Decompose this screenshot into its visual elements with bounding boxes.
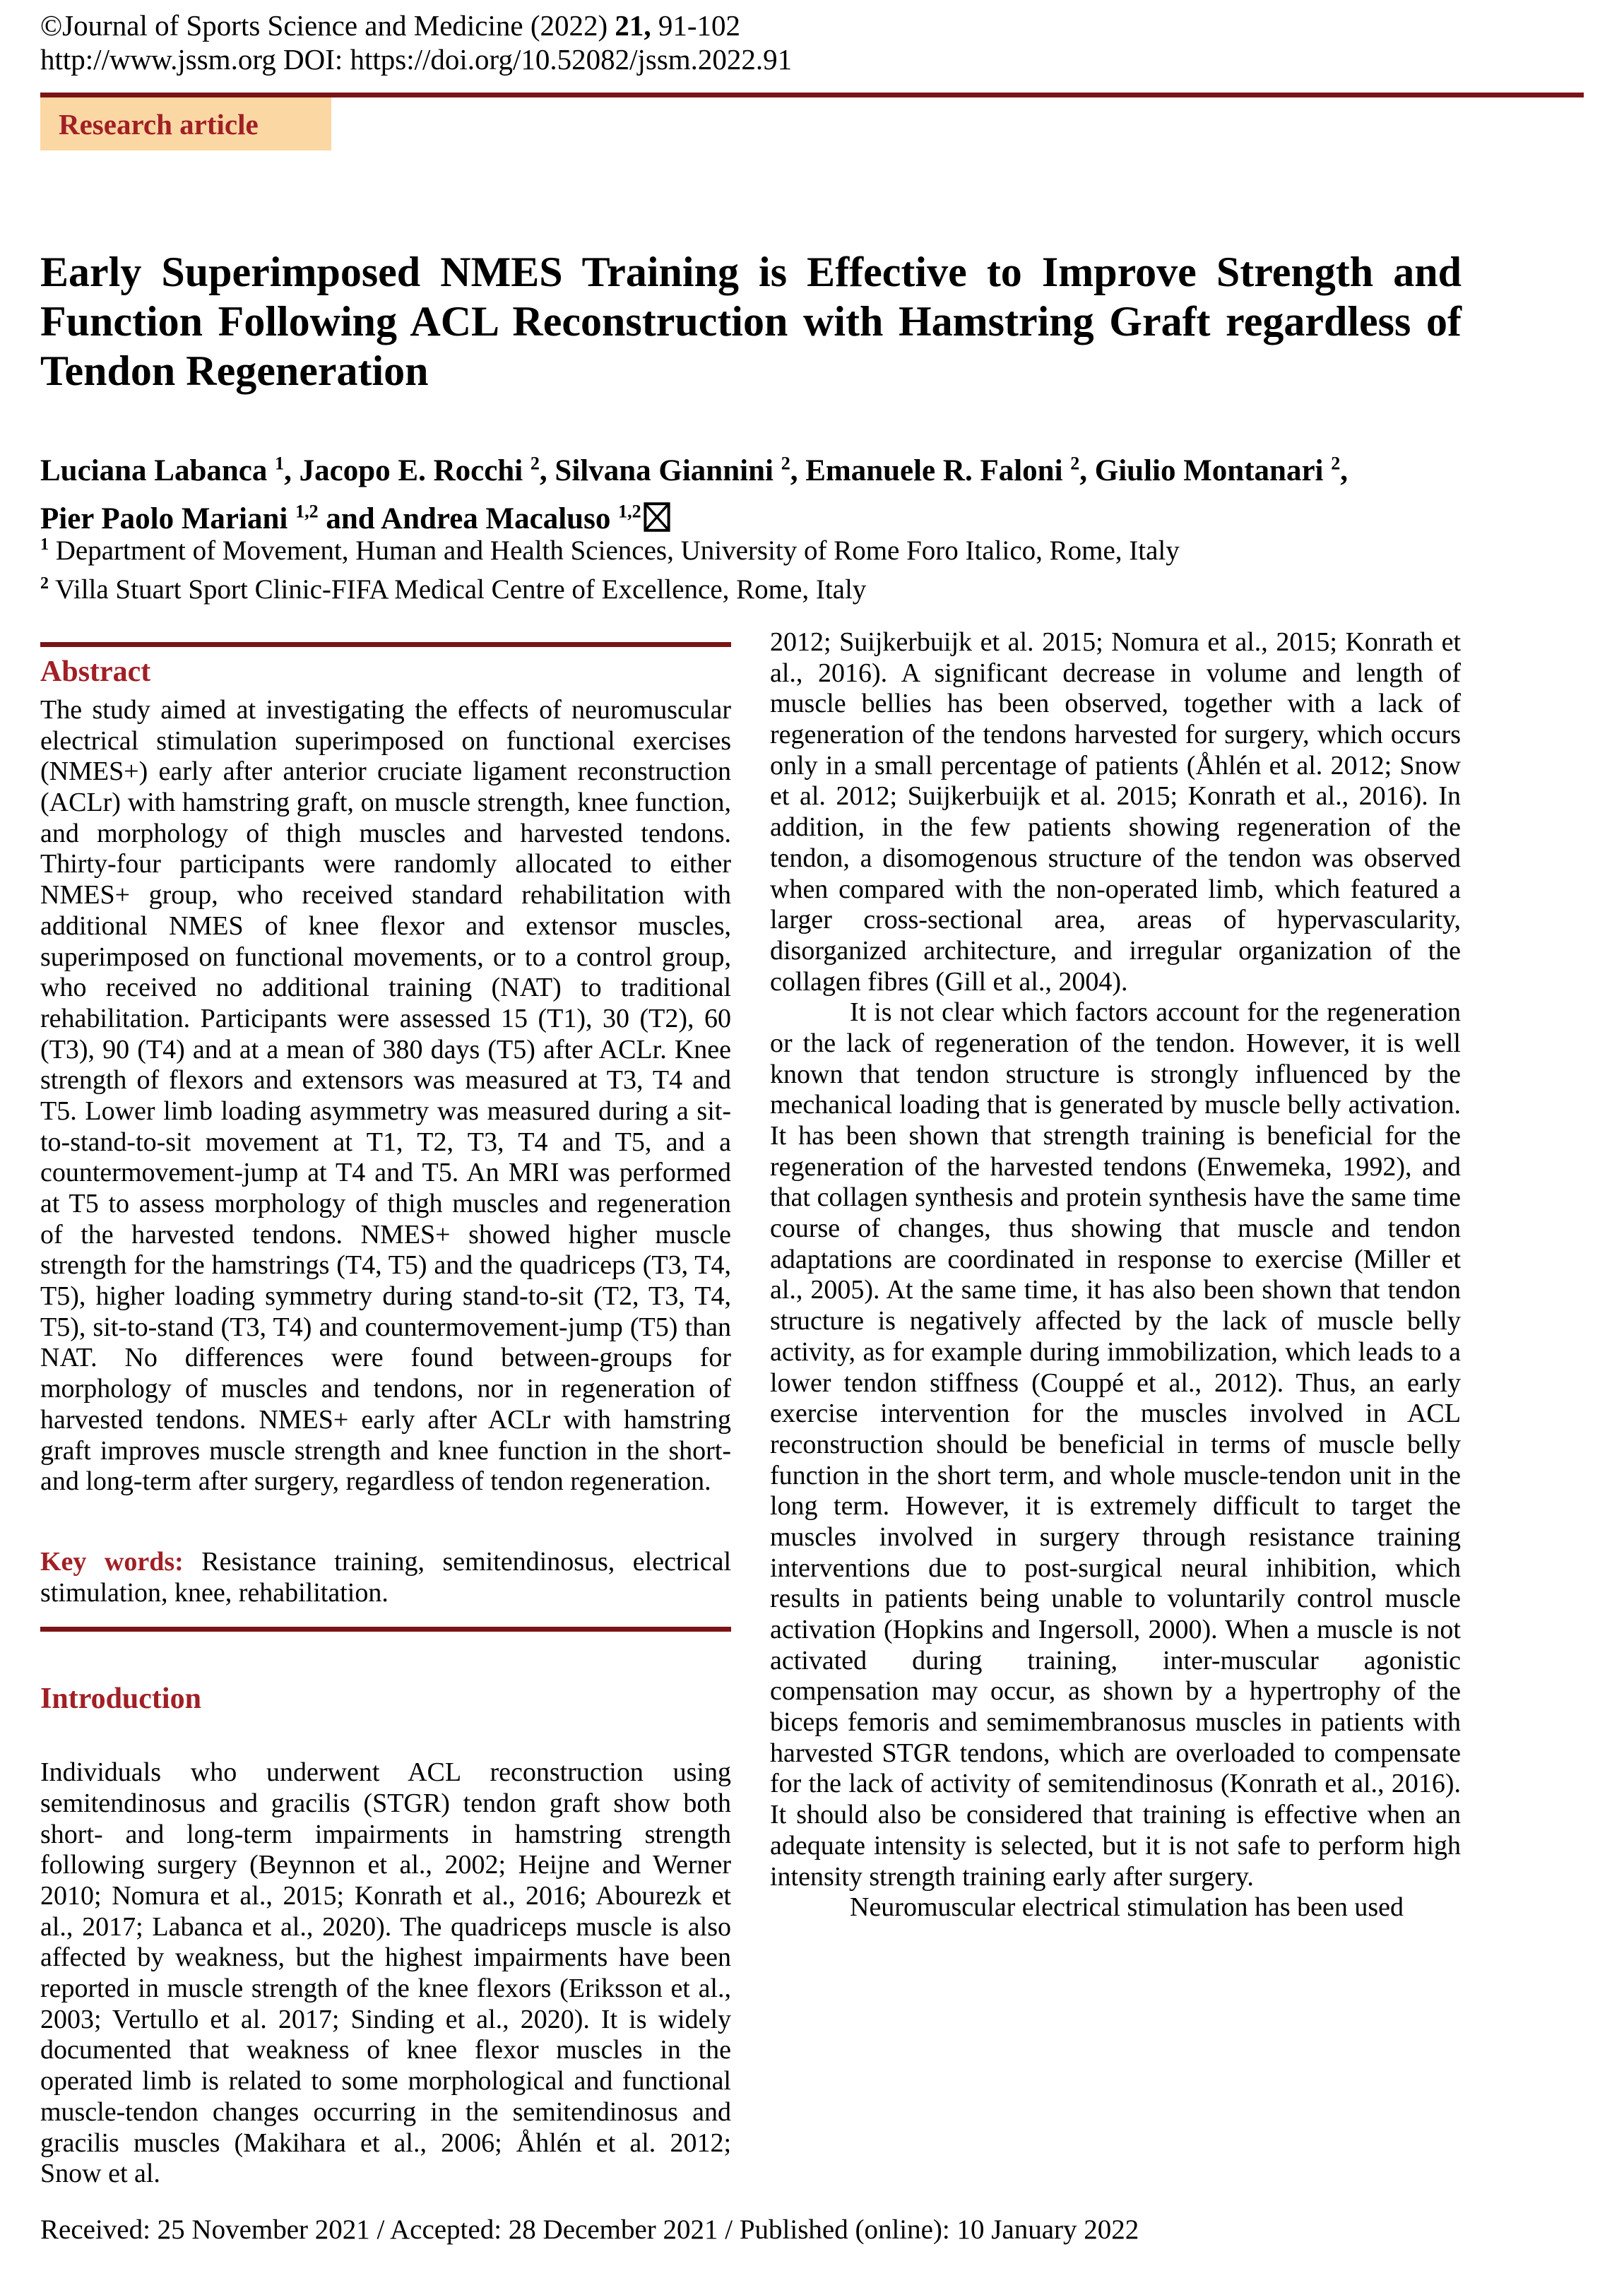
abstract-heading: Abstract	[40, 655, 151, 688]
journal-citation	[40, 8, 792, 42]
author-affiliation-sup: 2	[1331, 453, 1341, 474]
article-type-label: Research article	[59, 107, 259, 141]
author: Giulio Montanari $^2$,	[1094, 453, 1348, 488]
keywords-line	[40, 1547, 731, 1608]
top-divider-rule	[40, 93, 1584, 97]
author: Pier Paolo Mariani $^{1,2}$ and	[40, 501, 381, 535]
authors-line	[40, 444, 1559, 539]
affiliation-line: $^2$ Villa Stuart Sport Clinic-FIFA Medical Centre of Excellence, Rome, Italy	[40, 574, 867, 605]
author: Silvana Giannini $^2$,	[555, 453, 806, 488]
introduction-heading: Introduction	[40, 1683, 201, 1716]
author-affiliation-sup: 2	[530, 453, 540, 474]
author-affiliation-sup: 2	[1070, 453, 1080, 474]
volume-number: 21,	[615, 9, 651, 42]
keywords-label: Key words:	[40, 1546, 202, 1577]
section-divider-rule	[40, 1627, 731, 1632]
page-range: 91-102	[651, 9, 741, 42]
right-column	[770, 627, 1461, 1923]
affiliation-line: $^1$ Department of Movement, Human and Health Sciences, University of Rome Foro Italico, Rome, Italy	[40, 535, 1180, 566]
affiliations-block	[40, 528, 1180, 606]
doi-url-line[interactable]: http://www.jssm.org DOI: https://doi.org/10.52082/jssm.2022.91	[40, 43, 793, 76]
abstract-text: The study aimed at investigating the effects of neuromuscular electrical stimulation superimposed on functional exercises (NMES+) early after anterior cruciate ligament reconstruction (ACLr) with hamstring graft, on muscle strength, knee function, and morphology of thigh muscles and harvested tendons. Thirty-four participants were randomly allocated to either NMES+ group, who received standard rehabilitation with additional NMES of knee flexor and extensor muscles, superimposed on functional movements, or to a control group, who received no additional training (NAT) to traditional rehabilitation. Participants were assessed 15 (T1), 30 (T2), 60 (T3), 90 (T4) and at a mean of 380 days (T5) after ACLr. Knee strength of flexors and extensors was measured at T3, T4 and T5. Lower limb loading asymmetry was measured during a sit-to-stand-to-sit movement at T1, T2, T3, T4 and T5, and a countermovement-jump at T4 and T5. An MRI was performed at T5 to assess morphology of thigh muscles and regeneration of the harvested tendons. NMES+ showed higher muscle strength for the hamstrings (T4, T5) and the quadriceps (T3, T4, T5), higher loading symmetry during stand-to-sit (T2, T3, T4, T5), sit-to-stand (T3, T4) and countermovement-jump (T5) than NAT. No differences were found between-groups for morphology of muscles and tendons, nor in regeneration of harvested tendons. NMES+ early after ACLr with hamstring graft improves muscle strength and knee function in the short- and long-term after surgery, regardless of tendon regeneration.	[40, 695, 731, 1497]
two-column-body	[40, 627, 1462, 2190]
citation-prefix: ©Journal of Sports Science and Medicine (2022)	[40, 9, 615, 42]
author-affiliation-sup: 1	[275, 453, 285, 474]
abstract-top-rule	[40, 642, 731, 647]
article-type-badge	[40, 97, 331, 150]
author: Emanuele R. Faloni $^2$,	[805, 453, 1095, 488]
author: Jacopo E. Rocchi $^2$,	[299, 453, 555, 488]
author: Luciana Labanca $^1$,	[40, 453, 300, 488]
left-column	[40, 627, 731, 2190]
journal-header	[40, 8, 792, 76]
introduction-paragraph-left: Individuals who underwent ACL reconstruction using semitendinosus and gracilis (STGR) tendon graft show both short- and long-term impairments in hamstring strength following surgery (Beynnon et al., 2002; Heijne and Werner 2010; Nomura et al., 2015; Konrath et al., 2016; Abourezk et al., 2017; Labanca et al., 2020). The quadriceps muscle is also affected by weakness, but the highest impairments have been reported in muscle strength of the knee flexors (Eriksson et al., 2003; Vertullo et al. 2017; Sinding et al., 2020). It is widely documented that weakness of knee flexor muscles in the operated limb is related to some morphological and functional muscle-tendon changes occurring in the semitendinosus and gracilis muscles (Makihara et al., 2006; Åhlén et al. 2012; Snow et al.	[40, 1757, 731, 2189]
introduction-paragraph-3: Neuromuscular electrical stimulation has been used	[850, 1892, 1404, 1923]
author-affiliation-sup: 2	[781, 453, 790, 474]
page-title: Early Superimposed NMES Training is Effective to Improve Strength and Function Following ACL Reconstruction with Hamstring Graft regardless of Tendon Regeneration	[40, 249, 1462, 394]
received-accepted-published-line: Received: 25 November 2021 / Accepted: 28 December 2021 / Published (online): 10 January 2022	[40, 2214, 1139, 2245]
introduction-paragraph-2: It is not clear which factors account for the regeneration or the lack of regeneration of the tendon. However, it is well known that tendon structure is strongly influenced by the mechanical loading that is generated by muscle belly activation. It has been shown that strength training is beneficial for the regeneration of the harvested tendons (Enwemeka, 1992), and that collagen synthesis and protein synthesis have the same time course of changes, thus showing that muscle and tendon adaptations are coordinated in response to exercise (Miller et al., 2005). At the same time, it has also been shown that tendon structure is negatively affected by the lack of muscle belly activity, as for example during immobilization, which leads to a lower tendon stiffness (Couppé et al., 2012). Thus, an early exercise intervention for the muscles involved in ACL reconstruction should be beneficial in terms of muscle belly function in the short term, and whole muscle-tendon unit in the long term. However, it is extremely difficult to target the muscles involved in surgery through resistance training interventions due to post-surgical neural inhibition, which results in patients being unable to voluntarily control muscle activation (Hopkins and Ingersoll, 2000). When a muscle is not activated during training, inter-muscular agonistic compensation may occur, as shown by a hypertrophy of the biceps femoris and semimembranosus muscles in patients with harvested STGR tendons, which are overloaded to compensate for the lack of activity of semitendinosus (Konrath et al., 2016). It should also be considered that training is effective when an adequate intensity is selected, but it is not safe to perform high intensity strength training early after surgery.	[770, 997, 1461, 1892]
author: Andrea Macaluso $^{1,2}$	[381, 501, 641, 535]
introduction-paragraph-continued: 2012; Suijkerbuijk et al. 2015; Nomura et al., 2015; Konrath et al., 2016). A significant decrease in volume and length of muscle bellies has been observed, together with a lack of regeneration of the tendons harvested for surgery, which occurs only in a small percentage of patients (Åhlén et al. 2012; Snow et al. 2012; Suijkerbuijk et al. 2015; Konrath et al., 2016). In addition, in the few patients showing regeneration of the tendon, a disomogenous structure of the tendon was observed when compared with the non-operated limb, which featured a larger cross-sectional area, areas of hypervascularity, disorganized architecture, and irregular organization of the collagen fibres (Gill et al., 2004).	[770, 627, 1461, 997]
author-affiliation-sup: 1,2	[295, 501, 319, 522]
author-affiliation-sup: 1,2	[618, 501, 641, 522]
keywords-text: Resistance training, semitendinosus, electrical stimulation, knee, rehabilitation.	[40, 1546, 731, 1608]
